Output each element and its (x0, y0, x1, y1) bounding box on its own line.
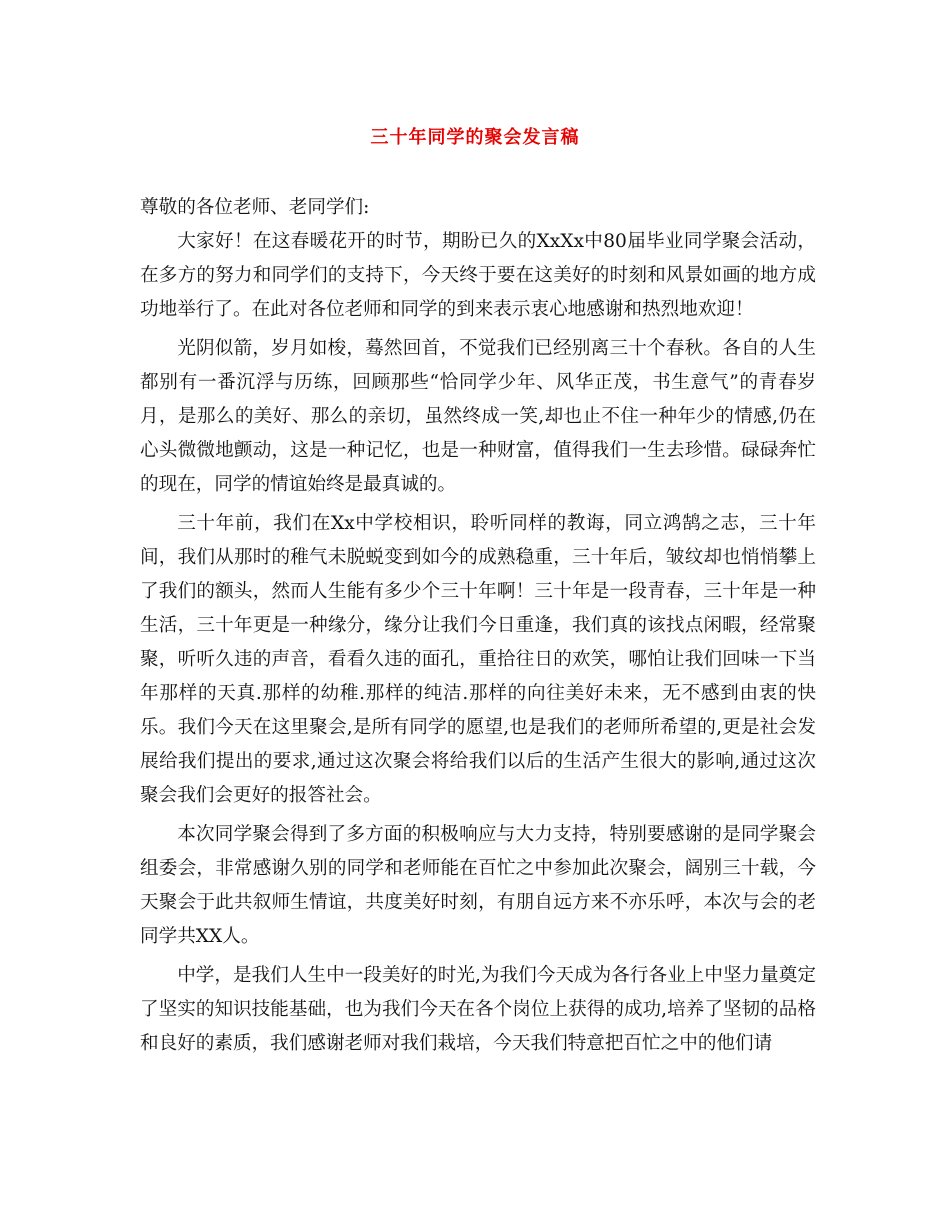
paragraph-greeting: 大家好！在这春暖花开的时节，期盼已久的XxXx中80届毕业同学聚会活动，在多方的努力和同学们的支持下，今天终于要在这美好的时刻和风景如画的地方成功地举行了。在此对各位老师和同学的到来表示衷心地感谢和热烈地欢迎！ (140, 231, 816, 320)
paragraph-middle-school: 中学，是我们人生中一段美好的时光,为我们今天成为各行各业上中坚力量奠定了坚实的知识技能基础，也为我们今天在各个岗位上获得的成功,培养了坚韧的品格和良好的素质，我们感谢老师对我们栽培，今天我们特意把百忙之中的他们请 (140, 965, 816, 1054)
salutation: 尊敬的各位老师、老同学们: (140, 197, 370, 218)
document-body (140, 191, 816, 1066)
paragraph-thirty-years: 三十年前，我们在Xx中学校相识，聆听同样的教诲，同立鸿鹄之志，三十年间，我们从那时的稚气未脱蜕变到如今的成熟稳重，三十年后，皱纹却也悄悄攀上了我们的额头，然而人生能有多少个三十年啊！三十年是一段青春，三十年是一种生活，三十年更是一种缘分，缘分让我们今日重逢，我们真的该找点闲暇，经常聚聚，听听久违的声音，看看久违的面孔，重拾往日的欢笑，哪怕让我们回味一下当年那样的天真.那样的幼稚.那样的纯洁.那样的向往美好未来，无不感到由衷的快乐。我们今天在这里聚会,是所有同学的愿望,也是我们的老师所希望的,更是社会发展给我们提出的要求,通过这次聚会将给我们以后的生活产生很大的影响,通过这次聚会我们会更好的报答社会。 (140, 513, 816, 806)
page-title: 三十年同学的聚会发言稿 (370, 127, 580, 148)
paragraph-memories: 光阴似箭，岁月如梭，蓦然回首，不觉我们已经别离三十个春秋。各自的人生都别有一番沉浮与历练，回顾那些“恰同学少年、风华正茂，书生意气”的青春岁月，是那么的美好、那么的亲切，虽然终成一笑,却也止不住一种年少的情感,仍在心头微微地颤动，这是一种记忆，也是一种财富，值得我们一生去珍惜。碌碌奔忙的现在，同学的情谊始终是最真诚的。 (140, 338, 816, 495)
paragraph-thanks: 本次同学聚会得到了多方面的积极响应与大力支持，特别要感谢的是同学聚会组委会，非常感谢久别的同学和老师能在百忙之中参加此次聚会，阔别三十载，今天聚会于此共叙师生情谊，共度美好时刻，有朋自远方来不亦乐呼，本次与会的老同学共XX人。 (140, 824, 816, 947)
